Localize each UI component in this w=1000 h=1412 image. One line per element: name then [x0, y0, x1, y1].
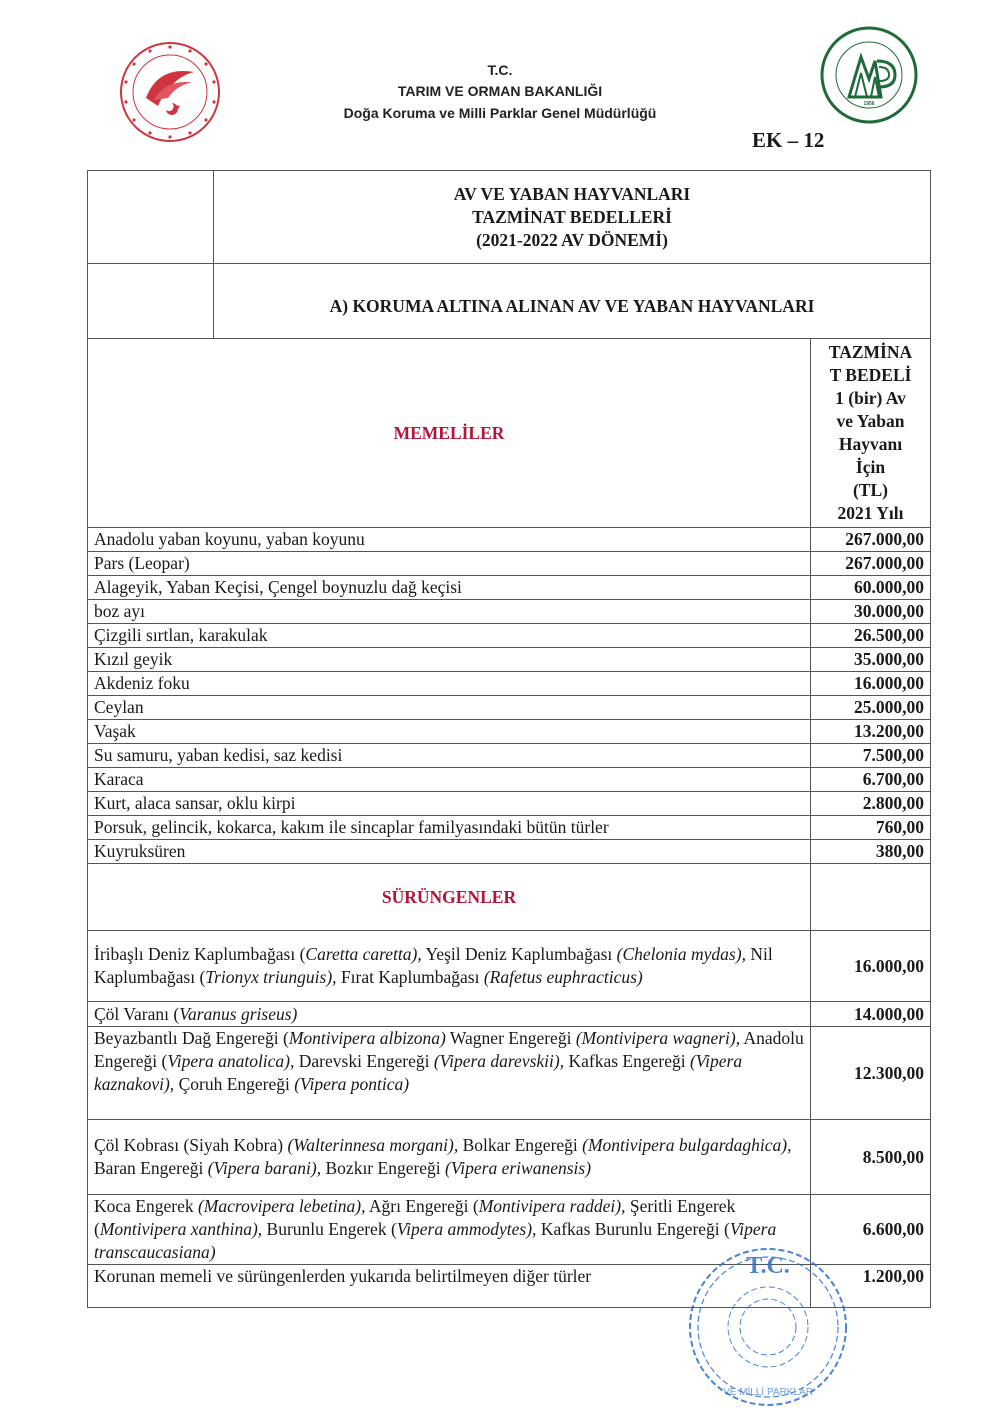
- compensation-value: 16.000,00: [811, 672, 931, 696]
- category-memeliler: MEMELİLER: [88, 339, 811, 528]
- scientific-name: (Walterinnesa morgani),: [287, 1135, 459, 1155]
- header-directorate: Doğa Koruma ve Milli Parklar Genel Müdürlüğü: [343, 105, 657, 121]
- species-name: Alageyik, Yaban Keçisi, Çengel boynuzlu dağ keçisi: [88, 576, 811, 600]
- table-row: [88, 1002, 931, 1027]
- compensation-value: 7.500,00: [811, 744, 931, 768]
- table-row: [88, 576, 931, 600]
- compensation-value: 1.200,00: [811, 1265, 931, 1308]
- species-name: Ceylan: [88, 696, 811, 720]
- scientific-name: (Montivipera bulgardaghica),: [582, 1135, 792, 1155]
- species-name: [88, 1027, 811, 1120]
- common-name: Bolkar Engereği: [458, 1135, 583, 1155]
- table-row: [88, 672, 931, 696]
- table-row: [88, 720, 931, 744]
- common-name: Bozkır Engereği: [321, 1158, 446, 1178]
- memeliler-header-row: [88, 339, 931, 528]
- table-row: [88, 624, 931, 648]
- value-column-header: TAZMİNA T BEDELİ 1 (bir) Av ve Yaban Hayvanı İçin (TL) 2021 Yılı: [811, 339, 931, 528]
- scientific-name: (Vipera eriwanensis): [445, 1158, 592, 1178]
- compensation-value: 380,00: [811, 840, 931, 864]
- scientific-name: (Vipera barani),: [207, 1158, 322, 1178]
- common-name: Fırat Kaplumbağası: [336, 967, 484, 987]
- table-title: AV VE YABAN HAYVANLARI TAZMİNAT BEDELLERİ (2021-2022 AV DÖNEMİ): [214, 171, 931, 264]
- table-row: [88, 768, 931, 792]
- table-row: [88, 696, 931, 720]
- scientific-name: Varanus griseus): [179, 1003, 298, 1024]
- scientific-name: (Montivipera wagneri),: [575, 1028, 741, 1048]
- species-name: Anadolu yaban koyunu, yaban koyunu: [88, 528, 811, 552]
- species-name: [88, 1120, 811, 1195]
- scientific-name: Montivipera xanthina),: [99, 1219, 263, 1239]
- mammal-rows: [88, 528, 931, 864]
- table-row: [88, 648, 931, 672]
- common-name: Şeritli Engerek (: [94, 1196, 736, 1239]
- scientific-name: Caretta caretta),: [305, 944, 422, 964]
- common-name: Nil Kaplumbağası (: [94, 944, 773, 987]
- table-row: [88, 744, 931, 768]
- common-name: Ağrı Engereği (: [365, 1196, 479, 1216]
- compensation-value: 35.000,00: [811, 648, 931, 672]
- scientific-name: Montivipera raddei),: [478, 1196, 626, 1216]
- common-name: Wagner Engereği: [445, 1028, 576, 1048]
- scientific-name: (Rafetus euphracticus): [483, 967, 643, 987]
- compensation-table: [87, 170, 931, 1308]
- compensation-value: 16.000,00: [811, 931, 931, 1002]
- scientific-name: Montivipera albizona): [288, 1028, 446, 1048]
- species-name: boz ayı: [88, 600, 811, 624]
- header-tc: T.C.: [487, 62, 513, 78]
- common-name: Çöl Kobrası (Siyah Kobra): [94, 1135, 288, 1155]
- species-name: Vaşak: [88, 720, 811, 744]
- surungenler-header-row: [88, 864, 931, 931]
- scientific-name: (Vipera kaznakovi),: [94, 1051, 743, 1094]
- common-name: Korunan memeli ve sürüngenlerden yukarıda belirtilmeyen diğer türler: [94, 1266, 592, 1286]
- compensation-value: 8.500,00: [811, 1120, 931, 1195]
- scientific-name: Trionyx triunguis),: [205, 967, 337, 987]
- annex-number: EK – 12: [752, 128, 825, 152]
- common-name: Kafkas Engereği: [564, 1051, 690, 1071]
- svg-text:T.C.: T.C.: [746, 1253, 790, 1279]
- species-name: Karaca: [88, 768, 811, 792]
- table-row: [88, 840, 931, 864]
- common-name: Anadolu Engereği (: [94, 1028, 804, 1071]
- section-a-title: A) KORUMA ALTINA ALINAN AV VE YABAN HAYVANLARI: [214, 264, 931, 339]
- compensation-value: 760,00: [811, 816, 931, 840]
- scientific-name: (Chelonia mydas),: [616, 944, 746, 964]
- species-name: Pars (Leopar): [88, 552, 811, 576]
- common-name: Burunlu Engerek (: [262, 1219, 397, 1239]
- scientific-name: (Macrovipera lebetina),: [197, 1196, 366, 1216]
- table-row: [88, 600, 931, 624]
- table-row: [88, 1027, 931, 1120]
- compensation-value: 26.500,00: [811, 624, 931, 648]
- common-name: Kafkas Burunlu Engereği (: [536, 1219, 730, 1239]
- compensation-value: 267.000,00: [811, 552, 931, 576]
- dkmp-logo-icon: [815, 25, 923, 125]
- common-name: İribaşlı Deniz Kaplumbağası (: [94, 944, 306, 964]
- document-header: [250, 60, 750, 124]
- common-name: Beyazbantlı Dağ Engereği (: [94, 1028, 289, 1048]
- empty-cell: [88, 264, 214, 339]
- common-name: Çöl Varanı (: [94, 1003, 180, 1024]
- table-row: [88, 552, 931, 576]
- header-ministry: TARIM VE ORMAN BAKANLIĞI: [397, 83, 603, 99]
- common-name: Baran Engereği: [94, 1158, 208, 1178]
- table-row: [88, 816, 931, 840]
- official-stamp-icon: [680, 1245, 855, 1410]
- empty-cell: [811, 864, 931, 931]
- compensation-value: 25.000,00: [811, 696, 931, 720]
- compensation-value: 30.000,00: [811, 600, 931, 624]
- compensation-value: 13.200,00: [811, 720, 931, 744]
- table-row: [88, 792, 931, 816]
- table-row: [88, 931, 931, 1002]
- compensation-value: 2.800,00: [811, 792, 931, 816]
- species-name: Çizgili sırtlan, karakulak: [88, 624, 811, 648]
- ministry-seal-logo-icon: [118, 40, 222, 144]
- species-name: Su samuru, yaban kedisi, saz kedisi: [88, 744, 811, 768]
- scientific-name: Vipera anatolica),: [167, 1051, 295, 1071]
- compensation-value: 6.600,00: [811, 1195, 931, 1265]
- empty-cell: [88, 171, 214, 264]
- compensation-value: 60.000,00: [811, 576, 931, 600]
- compensation-value: 12.300,00: [811, 1027, 931, 1120]
- compensation-value: 267.000,00: [811, 528, 931, 552]
- scientific-name: Vipera ammodytes),: [396, 1219, 537, 1239]
- title-row: [88, 171, 931, 264]
- compensation-value: 14.000,00: [811, 1002, 931, 1027]
- common-name: Yeşil Deniz Kaplumbağası: [421, 944, 617, 964]
- common-name: Darevski Engereği: [294, 1051, 434, 1071]
- category-surungenler: SÜRÜNGENLER: [88, 864, 811, 931]
- species-name: Akdeniz foku: [88, 672, 811, 696]
- species-name: [88, 931, 811, 1002]
- svg-text:1956: 1956: [863, 101, 875, 107]
- species-name: Kızıl geyik: [88, 648, 811, 672]
- scientific-name: (Vipera darevskii),: [433, 1051, 565, 1071]
- common-name: Koca Engerek: [94, 1196, 198, 1216]
- section-row: [88, 264, 931, 339]
- table-row: [88, 528, 931, 552]
- compensation-value: 6.700,00: [811, 768, 931, 792]
- species-name: Porsuk, gelincik, kokarca, kakım ile sincaplar familyasındaki bütün türler: [88, 816, 811, 840]
- scientific-name: Vipera transcaucasiana): [94, 1219, 777, 1262]
- species-name: Kuyruksüren: [88, 840, 811, 864]
- common-name: Çoruh Engereği: [174, 1074, 295, 1094]
- scientific-name: (Vipera pontica): [294, 1074, 410, 1094]
- species-name: [88, 1002, 811, 1027]
- svg-text:VE MİLLİ PARKLAR: VE MİLLİ PARKLAR: [723, 1387, 813, 1398]
- species-name: Kurt, alaca sansar, oklu kirpi: [88, 792, 811, 816]
- table-row: [88, 1120, 931, 1195]
